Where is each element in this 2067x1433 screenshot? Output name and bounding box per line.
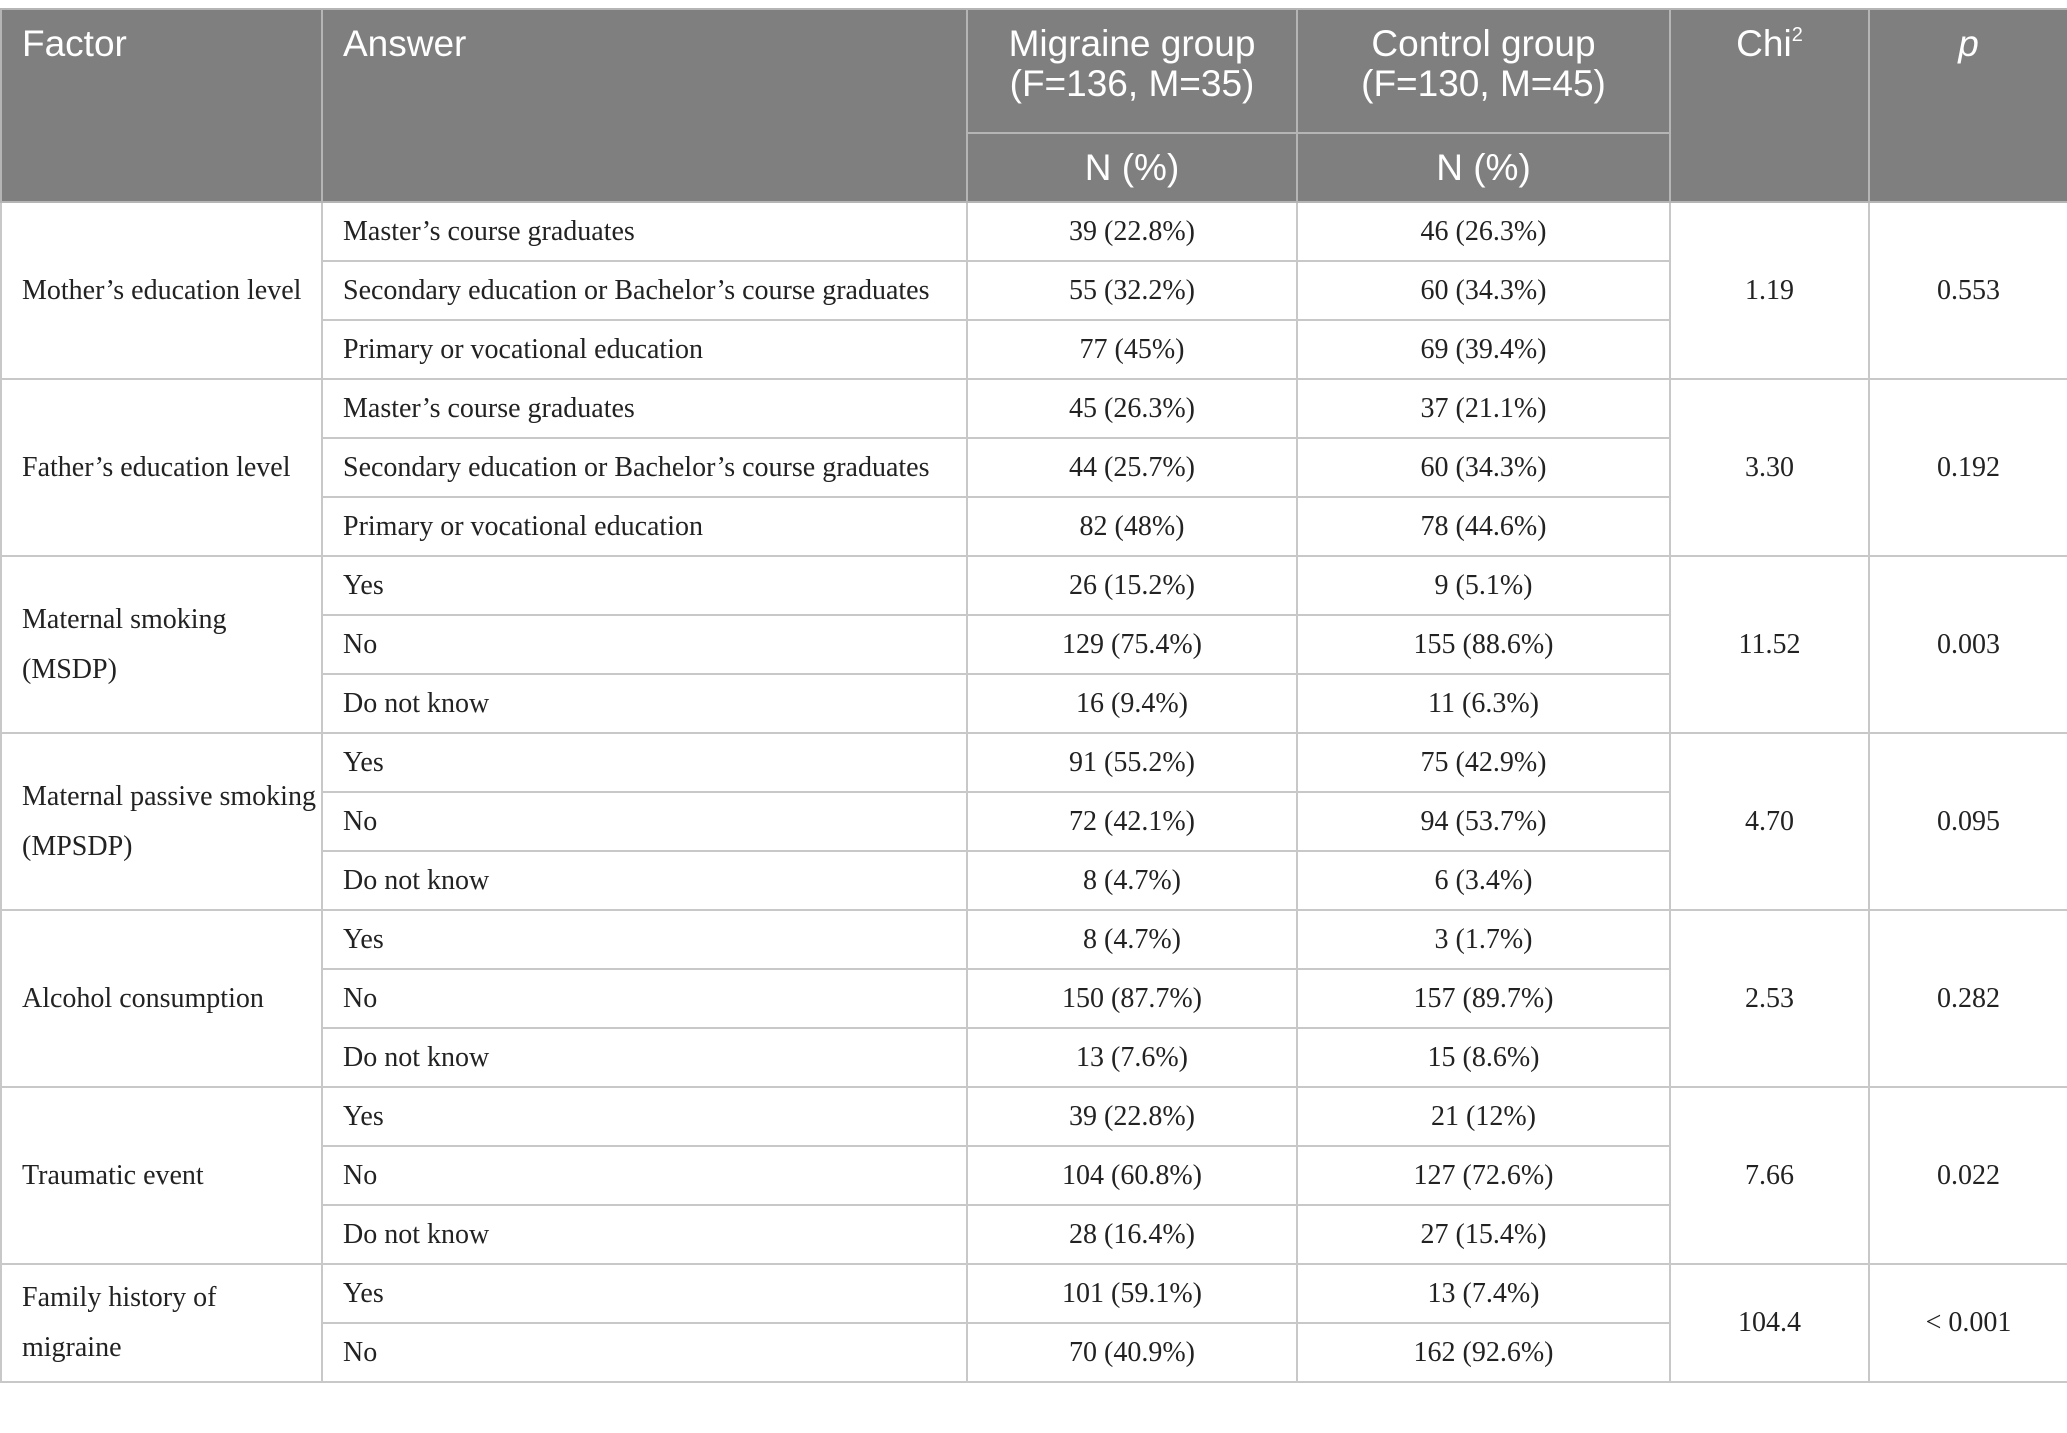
answer-cell: Secondary education or Bachelor’s course graduates (322, 438, 967, 497)
table-row (1, 1264, 2067, 1323)
table-body (1, 202, 2067, 1382)
table-row (1, 733, 2067, 792)
header-chi-superscript: 2 (1791, 23, 1803, 46)
answer-cell: Do not know (322, 674, 967, 733)
p-value-cell: 0.282 (1869, 910, 2067, 1087)
table-row (1, 910, 2067, 969)
control-value-cell: 157 (89.7%) (1297, 969, 1670, 1028)
migraine-value-cell: 26 (15.2%) (967, 556, 1297, 615)
control-value-cell: 127 (72.6%) (1297, 1146, 1670, 1205)
table-row (1, 1087, 2067, 1146)
migraine-value-cell: 8 (4.7%) (967, 910, 1297, 969)
answer-cell: No (322, 615, 967, 674)
migraine-value-cell: 82 (48%) (967, 497, 1297, 556)
chi2-cell: 2.53 (1670, 910, 1869, 1087)
header-migraine-group (967, 9, 1297, 133)
control-value-cell: 60 (34.3%) (1297, 438, 1670, 497)
control-value-cell: 60 (34.3%) (1297, 261, 1670, 320)
migraine-value-cell: 104 (60.8%) (967, 1146, 1297, 1205)
factor-cell: Traumatic event (1, 1087, 322, 1264)
chi2-cell: 4.70 (1670, 733, 1869, 910)
control-value-cell: 37 (21.1%) (1297, 379, 1670, 438)
header-control-group (1297, 9, 1670, 133)
header-n-pct-control: N (%) (1297, 133, 1670, 202)
p-value-cell: 0.095 (1869, 733, 2067, 910)
p-value-cell: 0.192 (1869, 379, 2067, 556)
control-value-cell: 155 (88.6%) (1297, 615, 1670, 674)
header-p: p (1869, 9, 2067, 202)
answer-cell: Yes (322, 733, 967, 792)
answer-cell: Primary or vocational education (322, 320, 967, 379)
migraine-value-cell: 13 (7.6%) (967, 1028, 1297, 1087)
migraine-value-cell: 150 (87.7%) (967, 969, 1297, 1028)
factor-cell: Maternal passive smoking (MPSDP) (1, 733, 322, 910)
control-value-cell: 75 (42.9%) (1297, 733, 1670, 792)
factor-cell: Family history of migraine (1, 1264, 322, 1382)
control-value-cell: 9 (5.1%) (1297, 556, 1670, 615)
answer-cell: Yes (322, 556, 967, 615)
header-chi2 (1670, 9, 1869, 202)
control-value-cell: 94 (53.7%) (1297, 792, 1670, 851)
chi2-cell: 7.66 (1670, 1087, 1869, 1264)
migraine-value-cell: 39 (22.8%) (967, 202, 1297, 261)
migraine-value-cell: 44 (25.7%) (967, 438, 1297, 497)
answer-cell: Do not know (322, 1028, 967, 1087)
control-value-cell: 11 (6.3%) (1297, 674, 1670, 733)
table-row (1, 379, 2067, 438)
p-value-cell: 0.022 (1869, 1087, 2067, 1264)
header-control-counts: (F=130, M=45) (1361, 63, 1606, 104)
header-control-title: Control group (1371, 23, 1596, 64)
migraine-value-cell: 8 (4.7%) (967, 851, 1297, 910)
answer-cell: Yes (322, 1087, 967, 1146)
factor-cell: Mother’s education level (1, 202, 322, 379)
migraine-value-cell: 55 (32.2%) (967, 261, 1297, 320)
migraine-value-cell: 91 (55.2%) (967, 733, 1297, 792)
control-value-cell: 46 (26.3%) (1297, 202, 1670, 261)
table-row (1, 556, 2067, 615)
migraine-value-cell: 77 (45%) (967, 320, 1297, 379)
answer-cell: Yes (322, 910, 967, 969)
chi2-cell: 11.52 (1670, 556, 1869, 733)
header-n-pct-migraine: N (%) (967, 133, 1297, 202)
answer-cell: No (322, 1323, 967, 1382)
control-value-cell: 13 (7.4%) (1297, 1264, 1670, 1323)
migraine-value-cell: 45 (26.3%) (967, 379, 1297, 438)
chi2-cell: 3.30 (1670, 379, 1869, 556)
factor-cell: Alcohol consumption (1, 910, 322, 1087)
answer-cell: Yes (322, 1264, 967, 1323)
chi2-cell: 1.19 (1670, 202, 1869, 379)
factor-cell: Maternal smoking (MSDP) (1, 556, 322, 733)
migraine-value-cell: 16 (9.4%) (967, 674, 1297, 733)
migraine-value-cell: 28 (16.4%) (967, 1205, 1297, 1264)
control-value-cell: 69 (39.4%) (1297, 320, 1670, 379)
table-row (1, 202, 2067, 261)
answer-cell: Primary or vocational education (322, 497, 967, 556)
answer-cell: No (322, 969, 967, 1028)
control-value-cell: 27 (15.4%) (1297, 1205, 1670, 1264)
table-header (1, 9, 2067, 202)
migraine-value-cell: 39 (22.8%) (967, 1087, 1297, 1146)
migraine-value-cell: 70 (40.9%) (967, 1323, 1297, 1382)
header-migraine-title: Migraine group (1008, 23, 1256, 64)
chi2-cell: 104.4 (1670, 1264, 1869, 1382)
data-table (0, 8, 2067, 1383)
answer-cell: Do not know (322, 851, 967, 910)
answer-cell: Master’s course graduates (322, 202, 967, 261)
control-value-cell: 15 (8.6%) (1297, 1028, 1670, 1087)
header-chi-label: Chi (1736, 23, 1792, 64)
control-value-cell: 3 (1.7%) (1297, 910, 1670, 969)
answer-cell: Do not know (322, 1205, 967, 1264)
control-value-cell: 21 (12%) (1297, 1087, 1670, 1146)
answer-cell: No (322, 792, 967, 851)
header-migraine-counts: (F=136, M=35) (1009, 63, 1255, 104)
answer-cell: No (322, 1146, 967, 1205)
migraine-value-cell: 129 (75.4%) (967, 615, 1297, 674)
p-value-cell: < 0.001 (1869, 1264, 2067, 1382)
header-factor: Factor (1, 9, 322, 202)
control-value-cell: 78 (44.6%) (1297, 497, 1670, 556)
control-value-cell: 6 (3.4%) (1297, 851, 1670, 910)
control-value-cell: 162 (92.6%) (1297, 1323, 1670, 1382)
migraine-value-cell: 101 (59.1%) (967, 1264, 1297, 1323)
answer-cell: Master’s course graduates (322, 379, 967, 438)
p-value-cell: 0.003 (1869, 556, 2067, 733)
p-value-cell: 0.553 (1869, 202, 2067, 379)
header-answer: Answer (322, 9, 967, 202)
factor-cell: Father’s education level (1, 379, 322, 556)
answer-cell: Secondary education or Bachelor’s course graduates (322, 261, 967, 320)
migraine-value-cell: 72 (42.1%) (967, 792, 1297, 851)
